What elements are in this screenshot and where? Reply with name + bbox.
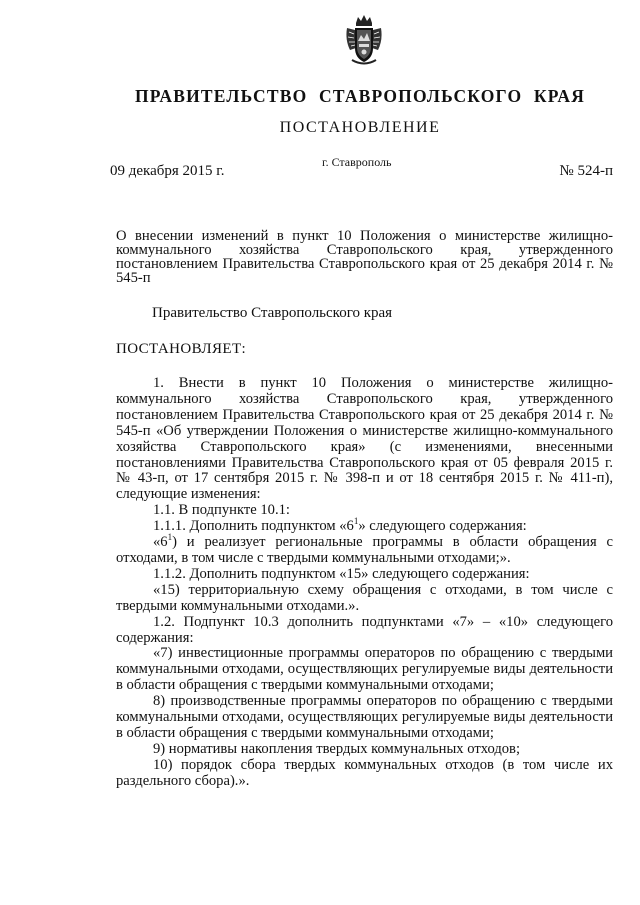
body-paragraph: 1.1. В подпункте 10.1:	[153, 502, 290, 519]
superscript: 1	[353, 516, 359, 527]
coat-of-arms-icon	[344, 14, 384, 68]
superscript: 1	[167, 532, 173, 543]
body-paragraph: 1.1.2. Дополнить подпунктом «15» следующего содержания:	[153, 565, 530, 582]
paragraph-text: ) и реализует региональные программы в области обращения с отходами, в том числе с твердыми коммунальными отходами;».	[116, 534, 613, 566]
body-paragraph: «15) территориальную схему обращения с отходами, в том числе с твердыми коммунальными отходами.».	[116, 581, 613, 614]
document-subject: О внесении изменений в пункт 10 Положения о министерстве жилищно-коммунального хозяйства Ставропольского края, утвержденного постановлением Правительства Ставропольского края от 25 декабря 2014 г. № 545-п	[116, 228, 613, 286]
preamble-government: Правительство Ставропольского края	[152, 305, 393, 321]
preamble-resolves: ПОСТАНОВЛЯЕТ:	[116, 341, 247, 357]
document-body	[116, 376, 613, 790]
paragraph-text: » следующего содержания:	[358, 518, 527, 535]
document-date: 09 декабря 2015 г.	[110, 163, 225, 179]
body-paragraph: 1. Внести в пункт 10 Положения о министерстве жилищно-коммунального хозяйства Ставропольского края, утвержденного постановлением Правительства Ставропольского края от 25 декабря 2014 г. № 545-п «Об утверждении Положения о министерстве жилищно-коммунального хозяйства Ставропольского края» (с изменениями, внесенными постановлениями Правительства Ставропольского края от 05 февраля 2015 г. № 43-п, от 17 сентября 2015 г. № 398-п и от 18 сентября 2015 г. № 411-п), следующие изменения:	[116, 375, 613, 503]
body-paragraph: 8) производственные программы операторов по обращению с твердыми коммунальными отходами, осуществляющих регулируемые виды деятельности в области обращения с твердыми коммунальными отходами;	[116, 693, 613, 741]
paragraph-text: «6	[153, 534, 168, 551]
body-paragraph: 10) порядок сбора твердых коммунальных отходов (в том числе их раздельного сбора).».	[116, 756, 613, 789]
body-paragraph	[116, 532, 613, 567]
body-paragraph: 1.2. Подпункт 10.3 дополнить подпунктами «7» – «10» следующего содержания:	[116, 613, 613, 646]
body-paragraph	[116, 516, 613, 535]
body-paragraph: 9) нормативы накопления твердых коммунальных отходов;	[153, 740, 520, 757]
paragraph-text: 1.1.1. Дополнить подпунктом «6	[153, 518, 354, 535]
document-number: № 524-п	[559, 163, 613, 179]
document-city: г. Ставрополь	[322, 155, 392, 169]
government-title: ПРАВИТЕЛЬСТВО СТАВРОПОЛЬСКОГО КРАЯ	[134, 86, 586, 106]
body-paragraph: «7) инвестиционные программы операторов по обращению с твердыми коммунальными отходами, осуществляющих регулируемые виды деятельности в области обращения с твердыми коммунальными отходами;	[116, 645, 613, 694]
document-type: ПОСТАНОВЛЕНИЕ	[279, 119, 441, 136]
